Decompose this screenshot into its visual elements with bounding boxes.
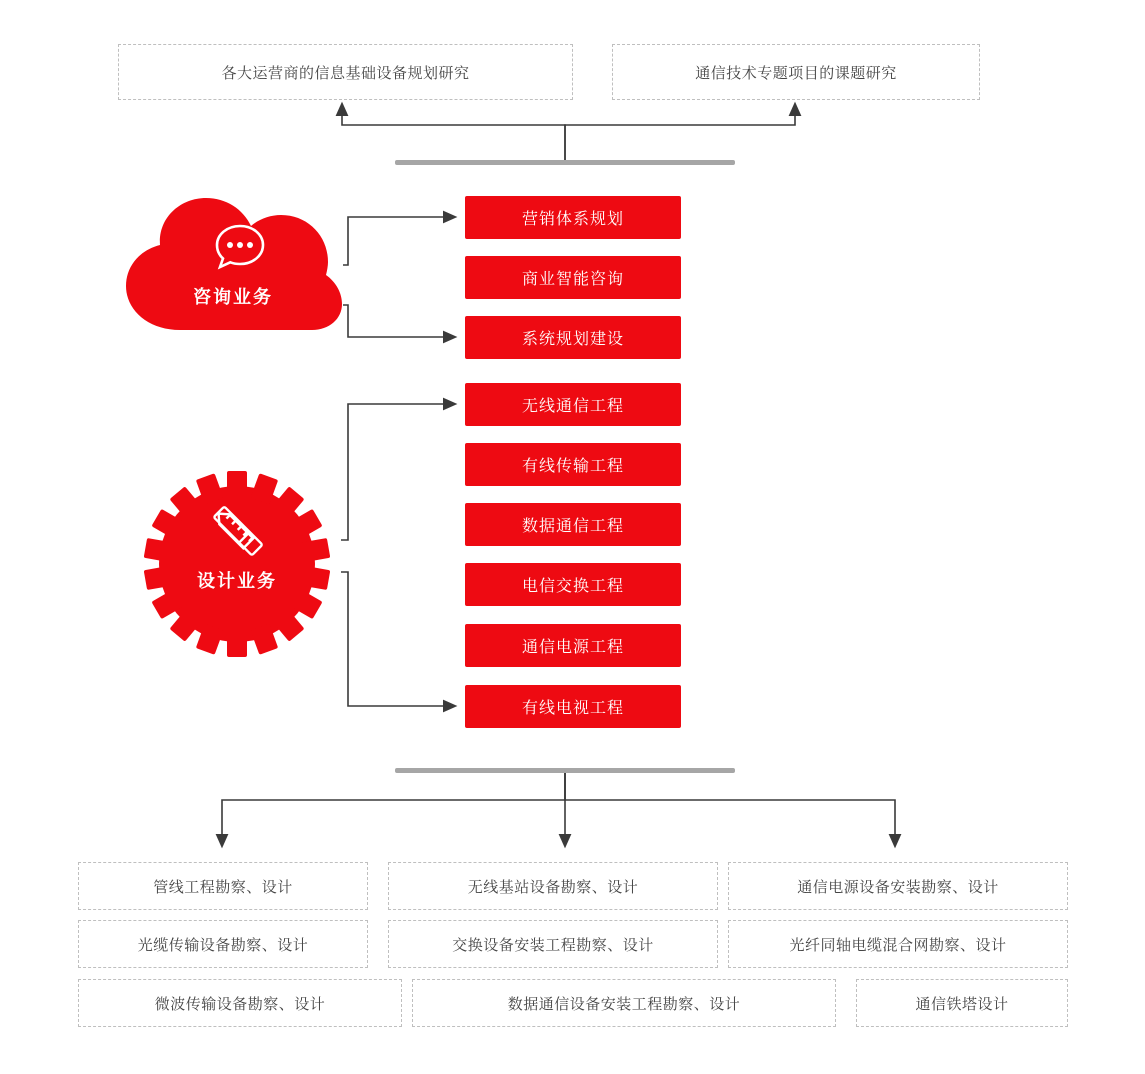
gear-shape (128, 455, 346, 673)
design-item-4-label: 电信交换工程 (521, 578, 624, 595)
design-item-3-label: 数据通信工程 (521, 518, 624, 535)
survey-box-4[interactable] (78, 920, 368, 968)
design-item-1[interactable] (465, 383, 681, 426)
chat-bubble-icon (210, 220, 270, 272)
survey-box-9[interactable] (856, 979, 1068, 1027)
consulting-item-2-label: 商业智能咨询 (521, 271, 624, 288)
survey-box-4-label: 光缆传输设备勘察、设计 (137, 936, 309, 954)
design-item-5[interactable] (465, 624, 681, 667)
consulting-item-3-label: 系统规划建设 (521, 331, 624, 348)
design-item-6-label: 有线电视工程 (521, 700, 624, 717)
consulting-item-3[interactable] (465, 316, 681, 359)
design-item-2[interactable] (465, 443, 681, 486)
survey-box-1[interactable] (78, 862, 368, 910)
design-item-3[interactable] (465, 503, 681, 546)
survey-box-8-label: 数据通信设备安装工程勘察、设计 (507, 995, 741, 1013)
consulting-item-2[interactable] (465, 256, 681, 299)
survey-box-6[interactable] (728, 920, 1068, 968)
consulting-item-1[interactable] (465, 196, 681, 239)
survey-box-8[interactable] (412, 979, 836, 1027)
survey-box-5-label: 交换设备安装工程勘察、设计 (452, 936, 654, 954)
node-design-label: 设计业务 (197, 571, 277, 591)
research-box-2-label: 通信技术专题项目的课题研究 (695, 64, 897, 82)
survey-box-2-label: 无线基站设备勘察、设计 (467, 878, 639, 896)
survey-box-9-label: 通信铁塔设计 (915, 995, 1009, 1013)
node-consulting-label: 咨询业务 (193, 287, 273, 307)
divider-bar-bottom (395, 768, 735, 773)
design-item-1-label: 无线通信工程 (521, 398, 624, 415)
research-box-1-label: 各大运营商的信息基础设备规划研究 (221, 64, 470, 82)
design-item-6[interactable] (465, 685, 681, 728)
design-item-2-label: 有线传输工程 (521, 458, 624, 475)
survey-box-7-label: 微波传输设备勘察、设计 (154, 995, 326, 1013)
survey-box-3-label: 通信电源设备安装勘察、设计 (797, 878, 999, 896)
node-consulting[interactable] (118, 190, 348, 340)
survey-box-3[interactable] (728, 862, 1068, 910)
divider-bar-top (395, 160, 735, 165)
ruler-pencil-icon (206, 501, 268, 563)
consulting-item-1-label: 营销体系规划 (521, 211, 624, 228)
survey-box-1-label: 管线工程勘察、设计 (153, 878, 293, 896)
design-item-5-label: 通信电源工程 (521, 639, 624, 656)
research-box-1[interactable] (118, 44, 573, 100)
research-box-2[interactable] (612, 44, 980, 100)
design-item-4[interactable] (465, 563, 681, 606)
survey-box-2[interactable] (388, 862, 718, 910)
survey-box-6-label: 光纤同轴电缆混合网勘察、设计 (789, 936, 1007, 954)
survey-box-5[interactable] (388, 920, 718, 968)
node-design[interactable] (128, 455, 346, 673)
survey-box-7[interactable] (78, 979, 402, 1027)
